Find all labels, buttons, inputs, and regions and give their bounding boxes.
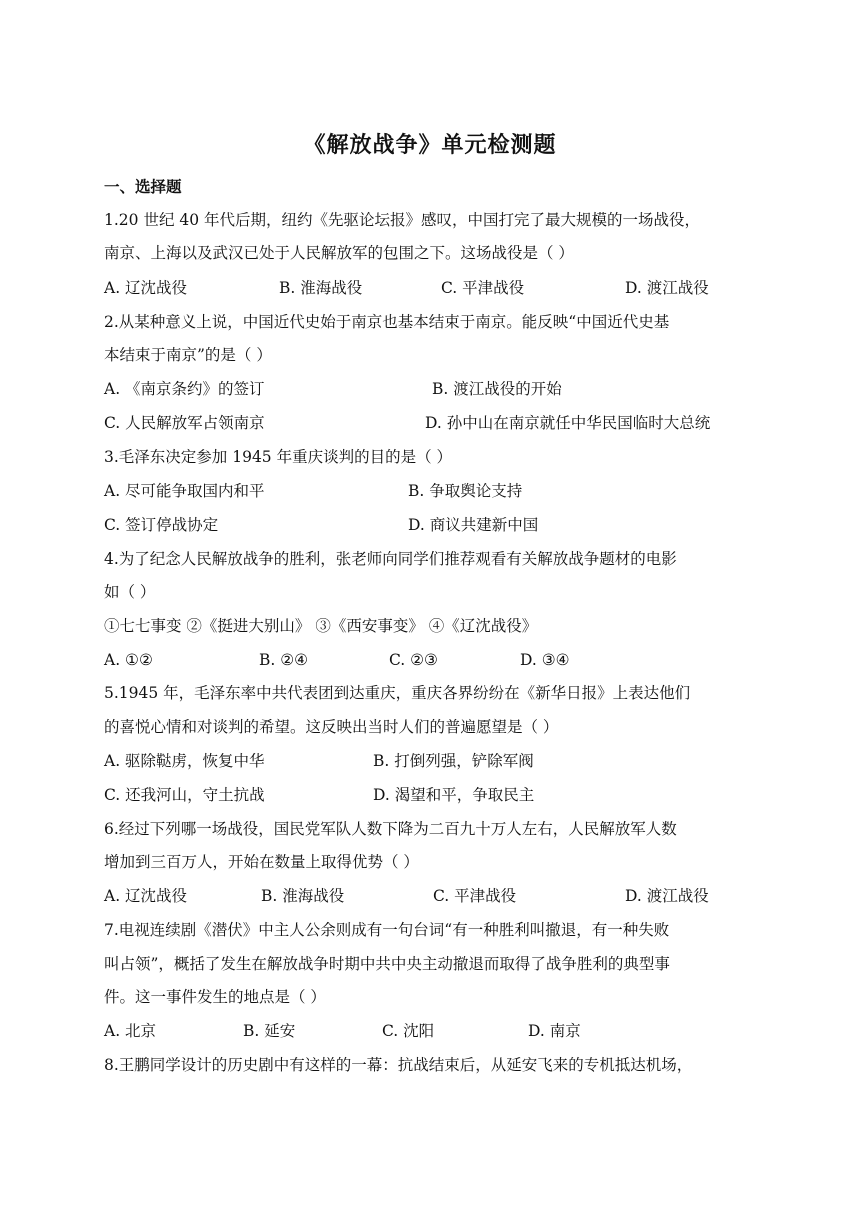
question-2-option-d: D. 孙中山在南京就任中华民国临时大总统 [425, 414, 711, 432]
question-2-option-c: C. 人民解放军占领南京 [104, 414, 265, 432]
question-7-option-b: B. 延安 [243, 1022, 296, 1040]
question-5-line-2: 的喜悦心情和对谈判的希望。这反映出当时人们的普遍愿望是（ ） [104, 718, 559, 736]
question-4-line-2: 如（ ） [104, 583, 156, 601]
question-6-option-c: C. 平津战役 [433, 887, 517, 905]
question-6-line-1: 6.经过下列哪一场战役，国民党军队人数下降为二百九十万人左右，人民解放军人数 [104, 820, 677, 838]
document-title: 《解放战争》单元检测题 [303, 133, 557, 158]
question-5-option-d: D. 渴望和平，争取民主 [373, 786, 535, 804]
question-1-option-d: D. 渡江战役 [625, 279, 709, 297]
question-3-line-1: 3.毛泽东决定参加 1945 年重庆谈判的目的是（ ） [104, 448, 453, 466]
question-6-option-d: D. 渡江战役 [625, 887, 709, 905]
question-4-option-c: C. ②③ [389, 651, 438, 669]
question-7-line-2: 叫占领”，概括了发生在解放战争时期中共中央主动撤退而取得了战争胜利的典型事 [104, 955, 670, 973]
question-1-line-1: 1.20 世纪 40 年代后期，纽约《先驱论坛报》感叹，中国打完了最大规模的一场战役， [104, 211, 701, 229]
question-3-option-b: B. 争取舆论支持 [408, 482, 523, 500]
question-2-line-2: 本结束于南京”的是（ ） [104, 346, 272, 364]
question-5-line-1: 5.1945 年，毛泽东率中共代表团到达重庆，重庆各界纷纷在《新华日报》上表达他们 [104, 684, 691, 702]
question-1-option-c: C. 平津战役 [441, 279, 525, 297]
question-5-option-b: B. 打倒列强，铲除军阀 [373, 752, 534, 770]
question-1-option-b: B. 淮海战役 [279, 279, 363, 297]
question-5-option-c: C. 还我河山，守土抗战 [104, 786, 265, 804]
question-2-option-b: B. 渡江战役的开始 [432, 380, 562, 398]
question-6-option-b: B. 淮海战役 [261, 887, 345, 905]
question-3-option-a: A. 尽可能争取国内和平 [104, 482, 265, 500]
question-4-option-a: A. ①② [104, 651, 153, 669]
question-4-line-1: 4.为了纪念人民解放战争的胜利，张老师向同学们推荐观看有关解放战争题材的电影 [104, 550, 677, 568]
question-6-line-2: 增加到三百万人，开始在数量上取得优势（ ） [104, 853, 419, 871]
question-3-option-d: D. 商议共建新中国 [408, 516, 539, 534]
question-3-option-c: C. 签订停战协定 [104, 516, 219, 534]
question-2-line-1: 2.从某种意义上说，中国近代史始于南京也基本结束于南京。能反映“中国近代史基 [104, 313, 670, 331]
question-1-option-a: A. 辽沈战役 [104, 279, 188, 297]
question-8-line-1: 8.王鹏同学设计的历史剧中有这样的一幕：抗战结束后，从延安飞来的专机抵达机场， [104, 1056, 693, 1074]
question-7-line-3: 件。这一事件发生的地点是（ ） [104, 988, 326, 1006]
question-4-option-d: D. ③④ [520, 651, 570, 669]
question-5-option-a: A. 驱除鞑虏，恢复中华 [104, 752, 265, 770]
question-4-option-b: B. ②④ [259, 651, 309, 669]
question-7-option-d: D. 南京 [528, 1022, 581, 1040]
question-7-option-c: C. 沈阳 [382, 1022, 435, 1040]
question-7-option-a: A. 北京 [104, 1022, 157, 1040]
question-6-option-a: A. 辽沈战役 [104, 887, 188, 905]
section-heading: 一、选择题 [104, 178, 182, 196]
question-4-line-3: ①七七事变 ②《挺进大别山》 ③《西安事变》 ④《辽沈战役》 [104, 617, 538, 635]
question-1-line-2: 南京、上海以及武汉已处于人民解放军的包围之下。这场战役是（ ） [104, 244, 574, 262]
question-7-line-1: 7.电视连续剧《潜伏》中主人公余则成有一句台词“有一种胜利叫撤退，有一种失败 [104, 921, 670, 939]
question-2-option-a: A. 《南京条约》的签订 [104, 380, 265, 398]
